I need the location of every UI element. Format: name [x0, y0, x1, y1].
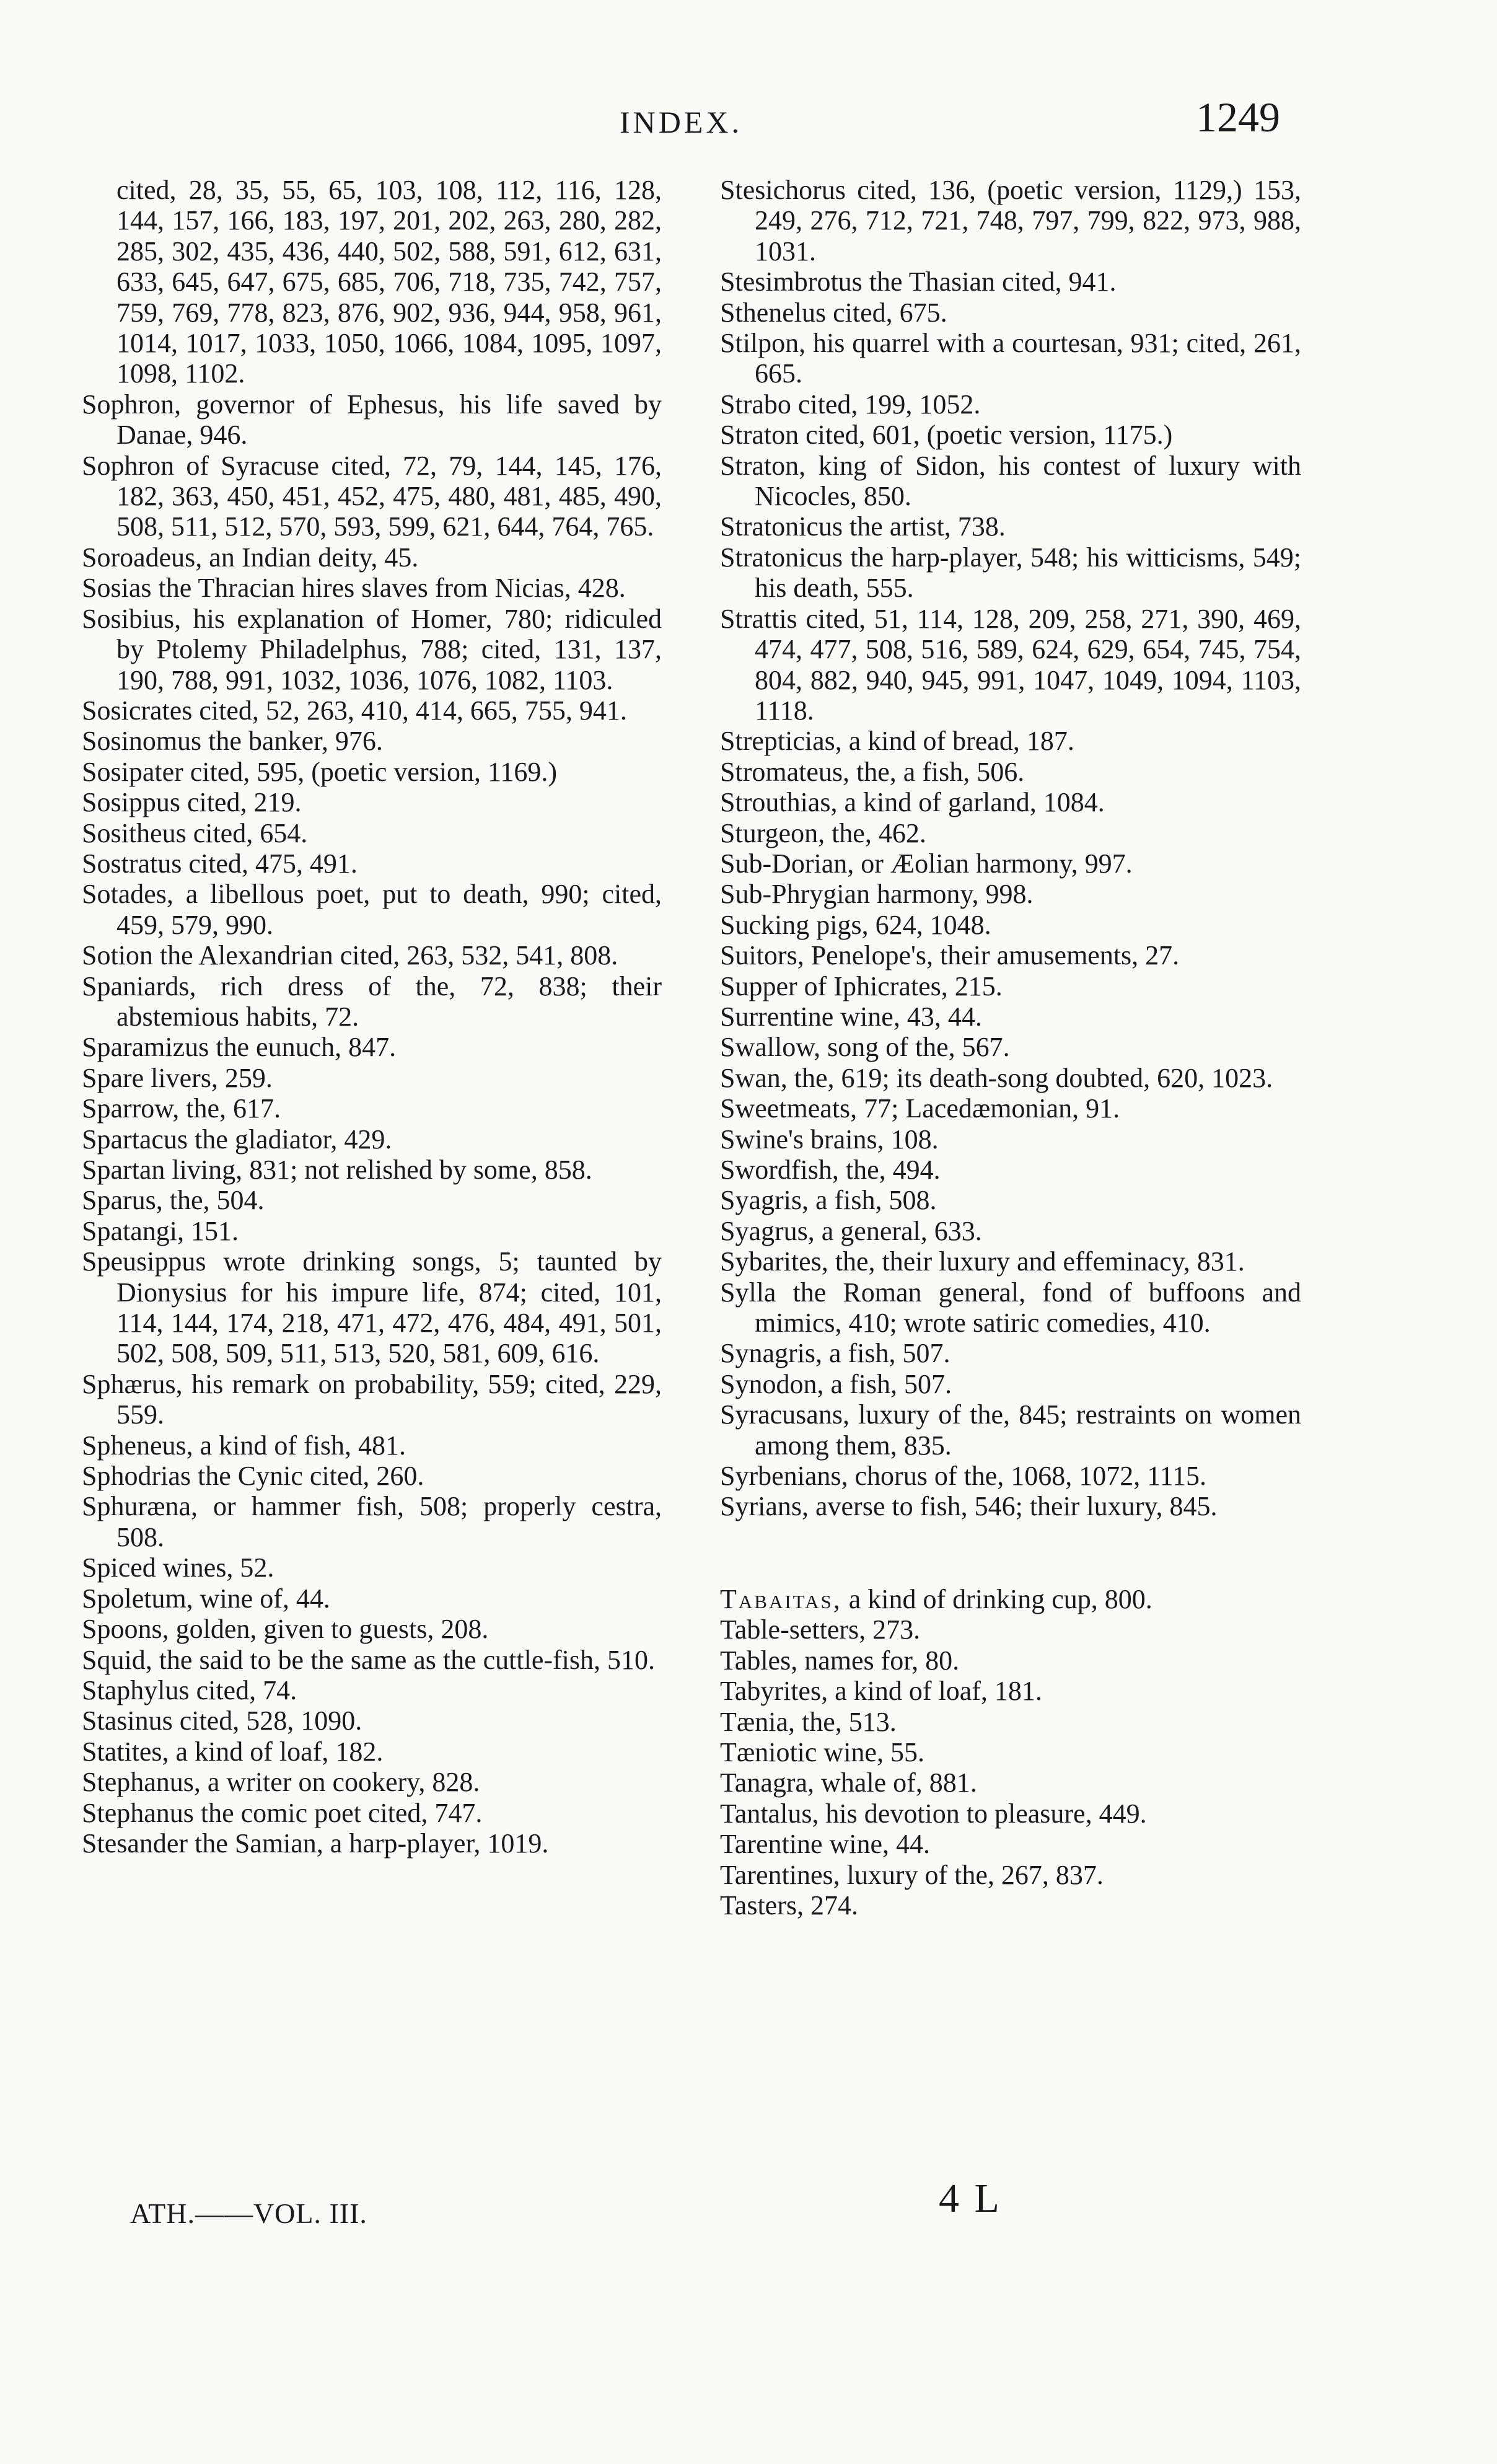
index-entry: Sosinomus the banker, 976. — [82, 726, 383, 757]
index-entry: Syagris, a fish, 508. — [720, 1185, 937, 1216]
index-headword: Tabaitas, — [720, 1583, 842, 1614]
index-entry: Sucking pigs, 624, 1048. — [720, 909, 991, 940]
signature-mark: 4 L — [939, 2176, 1002, 2221]
index-entry: Syagrus, a general, 633. — [720, 1215, 982, 1246]
index-entry: Sophron of Syracuse cited, 72, 79, 144, 145, 176, 182, 363, 450, 451, 452, 475, 480, 481, 485, 490, 508, 511, 512, 570, 593, 599, 621, 644, 764, 765. — [82, 450, 662, 542]
index-entry: Sylla the Roman general, fond of buffoons and mimics, 410; wrote satiric comedies, 410. — [720, 1277, 1301, 1339]
index-entry: Spoons, golden, given to guests, 208. — [82, 1614, 489, 1645]
index-entry: Spartan living, 831; not relished by some, 858. — [82, 1155, 592, 1185]
index-entry: Sparus, the, 504. — [82, 1185, 265, 1216]
index-entry: Sostratus cited, 475, 491. — [82, 848, 358, 879]
volume-signature: ATH.——VOL. III. — [130, 2198, 367, 2229]
index-entry: Strepticias, a kind of bread, 187. — [720, 726, 1074, 757]
index-entry: Sybarites, the, their luxury and effeminacy, 831. — [720, 1246, 1245, 1277]
index-entry-text: a kind of drinking cup, 800. — [841, 1583, 1152, 1614]
index-entry: Tarentine wine, 44. — [720, 1829, 931, 1860]
index-entry: cited, 28, 35, 55, 65, 103, 108, 112, 116, 128, 144, 157, 166, 183, 197, 201, 202, 263, 280, 282, 285, 302, 435, 436, 440, 502, 588, 591, 612, 631, 633, 645, 647, 675, 685, 706, 718, 735, 742, 757, 759, 769, 778, 823, 876, 902, 936, 944, 958, 961, 1014, 1017, 1033, 1050, 1066, 1084, 1095, 1097, 1098, 1102. — [116, 175, 662, 389]
index-entry: Sub-Phrygian harmony, 998. — [720, 879, 1034, 910]
index-entry: Swallow, song of the, 567. — [720, 1032, 1010, 1063]
index-entry: Sosicrates cited, 52, 263, 410, 414, 665, 755, 941. — [82, 695, 627, 726]
index-entry: Sophron, governor of Ephesus, his life saved by Danae, 946. — [82, 389, 662, 451]
index-entry: Surrentine wine, 43, 44. — [720, 1001, 982, 1032]
index-entry: Tantalus, his devotion to pleasure, 449. — [720, 1798, 1147, 1829]
index-entry: Stesimbrotus the Thasian cited, 941. — [720, 266, 1117, 297]
index-entry: Syracusans, luxury of the, 845; restraints on women among them, 835. — [720, 1399, 1301, 1461]
index-entry: Stratonicus the harp-player, 548; his witticisms, 549; his death, 555. — [720, 542, 1301, 604]
index-column-right — [720, 175, 1301, 1921]
index-entry: Straton, king of Sidon, his contest of luxury with Nicocles, 850. — [720, 450, 1301, 512]
index-entry: Stesichorus cited, 136, (poetic version, 1129,) 153, 249, 276, 712, 721, 748, 797, 799, 822, 973, 988, 1031. — [720, 175, 1301, 266]
index-entry: Stephanus, a writer on cookery, 828. — [82, 1767, 480, 1798]
index-entry: Tæniotic wine, 55. — [720, 1736, 924, 1767]
index-entry: Stephanus the comic poet cited, 747. — [82, 1797, 483, 1828]
index-entry: Swine's brains, 108. — [720, 1124, 939, 1155]
index-entry: Stasinus cited, 528, 1090. — [82, 1705, 362, 1736]
index-entry: Straton cited, 601, (poetic version, 1175.) — [720, 420, 1173, 451]
index-entry: Spiced wines, 52. — [82, 1552, 274, 1583]
index-column-left — [82, 175, 662, 1859]
index-entry: Sphærus, his remark on probability, 559; cited, 229, 559. — [82, 1368, 662, 1430]
index-entry: Swordfish, the, 494. — [720, 1155, 941, 1185]
index-entry: Table-setters, 273. — [720, 1614, 921, 1645]
index-entry: Strabo cited, 199, 1052. — [720, 389, 981, 420]
index-entry: Tables, names for, 80. — [720, 1645, 960, 1676]
index-entry: Speusippus wrote drinking songs, 5; taunted by Dionysius for his impure life, 874; cited, 101, 114, 144, 174, 218, 471, 472, 476, 484, 491, 501, 502, 508, 509, 511, 513, 520, 581, 609, 616. — [82, 1246, 662, 1369]
index-entry: Strattis cited, 51, 114, 128, 209, 258, 271, 390, 469, 474, 477, 508, 516, 589, 624, 629, 654, 745, 754, 804, 882, 940, 945, 991, 1047, 1049, 1094, 1103, 1118. — [720, 603, 1301, 726]
index-entry: Sosias the Thracian hires slaves from Nicias, 428. — [82, 573, 626, 604]
index-entry: Stromateus, the, a fish, 506. — [720, 756, 1025, 787]
index-entry: Sphodrias the Cynic cited, 260. — [82, 1461, 424, 1492]
index-entry: Sotion the Alexandrian cited, 263, 532, 541, 808. — [82, 940, 618, 971]
index-entry: Tænia, the, 513. — [720, 1706, 897, 1737]
index-entry: Strouthias, a kind of garland, 1084. — [720, 787, 1105, 818]
index-entry: Tasters, 274. — [720, 1890, 858, 1921]
index-entry: Squid, the said to be the same as the cuttle-fish, 510. — [82, 1644, 656, 1675]
index-entry: Tabyrites, a kind of loaf, 181. — [720, 1676, 1042, 1707]
index-entry: Sparamizus the eunuch, 847. — [82, 1032, 397, 1063]
index-entry: Stilpon, his quarrel with a courtesan, 931; cited, 261, 665. — [720, 328, 1301, 389]
index-entry: Staphylus cited, 74. — [82, 1674, 297, 1705]
index-entry: Statites, a kind of loaf, 182. — [82, 1736, 384, 1767]
index-entry: Syrbenians, chorus of the, 1068, 1072, 1115. — [720, 1461, 1206, 1492]
index-entry: Spatangi, 151. — [82, 1215, 239, 1246]
index-entry: Supper of Iphicrates, 215. — [720, 970, 1003, 1001]
index-entry: Sweetmeats, 77; Lacedæmonian, 91. — [720, 1093, 1120, 1124]
index-entry: Sturgeon, the, 462. — [720, 817, 926, 848]
index-entry: Tarentines, luxury of the, 267, 837. — [720, 1859, 1104, 1890]
index-entry: Sosibius, his explanation of Homer, 780; ridiculed by Ptolemy Philadelphus, 788; cited, 131, 137, 190, 788, 991, 1032, 1036, 1076, 1082, 1103. — [82, 603, 662, 695]
index-entry — [720, 1584, 1301, 1614]
index-entry: Syrians, averse to fish, 546; their luxury, 845. — [720, 1491, 1218, 1522]
index-entry: Spare livers, 259. — [82, 1062, 273, 1093]
index-entry: Suitors, Penelope's, their amusements, 27. — [720, 940, 1180, 971]
index-entry: Swan, the, 619; its death-song doubted, 620, 1023. — [720, 1062, 1273, 1093]
index-entry: Tanagra, whale of, 881. — [720, 1767, 977, 1798]
index-entry: Sparrow, the, 617. — [82, 1093, 281, 1124]
index-entry: Sotades, a libellous poet, put to death, 990; cited, 459, 579, 990. — [82, 879, 662, 940]
page-number: 1249 — [1196, 94, 1280, 141]
index-entry: Sositheus cited, 654. — [82, 817, 308, 848]
index-entry: Stesander the Samian, a harp-player, 1019. — [82, 1828, 549, 1859]
index-entry: Stratonicus the artist, 738. — [720, 511, 1006, 542]
index-entry: Sphuræna, or hammer fish, 508; properly cestra, 508. — [82, 1491, 662, 1552]
index-entry: Synodon, a fish, 507. — [720, 1368, 952, 1399]
index-entry: Sub-Dorian, or Æolian harmony, 997. — [720, 848, 1133, 879]
index-entry: Spheneus, a kind of fish, 481. — [82, 1430, 406, 1461]
index-entry: Sosippus cited, 219. — [82, 787, 302, 818]
index-entry: Sthenelus cited, 675. — [720, 297, 947, 328]
index-entry: Spaniards, rich dress of the, 72, 838; their abstemious habits, 72. — [82, 970, 662, 1032]
running-head-title: INDEX. — [620, 105, 743, 139]
index-entry: Spartacus the gladiator, 429. — [82, 1124, 392, 1155]
index-entry: Spoletum, wine of, 44. — [82, 1583, 330, 1614]
index-entry: Sosipater cited, 595, (poetic version, 1169.) — [82, 756, 557, 787]
running-head — [0, 93, 1497, 143]
section-gap — [720, 1522, 1301, 1584]
index-entry: Synagris, a fish, 507. — [720, 1338, 950, 1369]
index-entry: Soroadeus, an Indian deity, 45. — [82, 542, 419, 573]
